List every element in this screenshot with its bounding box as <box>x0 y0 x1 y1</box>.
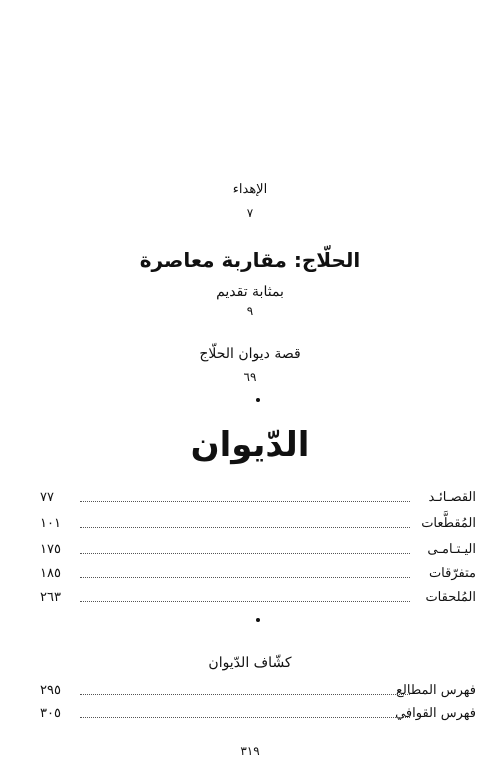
toc-label: المُقطَّعات <box>421 516 476 531</box>
toc-label: اليـتـامـى <box>427 542 476 557</box>
diwan-heading: الدّيوان <box>190 425 310 465</box>
dot-leader <box>80 694 410 695</box>
toc-row[interactable] <box>40 590 476 610</box>
dot-leader <box>80 553 410 554</box>
dot-leader <box>80 527 410 528</box>
toc-page: ١٧٥ <box>40 542 61 557</box>
story-title: قصة ديوان الحلّاج <box>199 346 301 362</box>
toc-page: ١٨٥ <box>40 566 61 581</box>
toc-row[interactable] <box>40 542 476 562</box>
toc-row[interactable] <box>40 683 476 703</box>
toc-row[interactable] <box>40 566 476 586</box>
toc-page: ٣٠٥ <box>40 706 61 721</box>
toc-row[interactable] <box>40 516 476 536</box>
toc-row[interactable] <box>40 490 476 510</box>
toc-label: متفرّقات <box>428 566 476 581</box>
section-divider-dot <box>256 618 260 622</box>
dot-leader <box>80 601 410 602</box>
toc-row[interactable] <box>40 706 476 726</box>
dedication-page: ٧ <box>246 206 254 220</box>
intro-page: ٩ <box>246 304 254 318</box>
toc-page: ٢٩٥ <box>40 683 61 698</box>
toc-page: ٢٦٣ <box>40 590 61 605</box>
toc-label: القصـائـد <box>428 490 476 505</box>
dot-leader <box>80 501 410 502</box>
footer-page-number: ٣١٩ <box>240 744 260 758</box>
toc-page: ١٠١ <box>40 516 61 531</box>
dot-leader <box>80 717 410 718</box>
toc-label: فهرس القوافي <box>395 706 476 721</box>
intro-title: الحلّاج: مقاربة معاصرة <box>139 248 361 272</box>
intro-subtitle: بمثابة تقديم <box>216 284 284 300</box>
toc-label: فهرس المطالع <box>396 683 476 698</box>
story-page: ٦٩ <box>243 370 257 384</box>
toc-page: ٧٧ <box>40 490 54 505</box>
dedication-label: الإهداء <box>232 182 268 197</box>
section-divider-dot <box>256 398 260 402</box>
toc-label: المُلحقات <box>425 590 476 605</box>
index-heading: كشّاف الدّيوان <box>208 655 292 671</box>
dot-leader <box>80 577 410 578</box>
